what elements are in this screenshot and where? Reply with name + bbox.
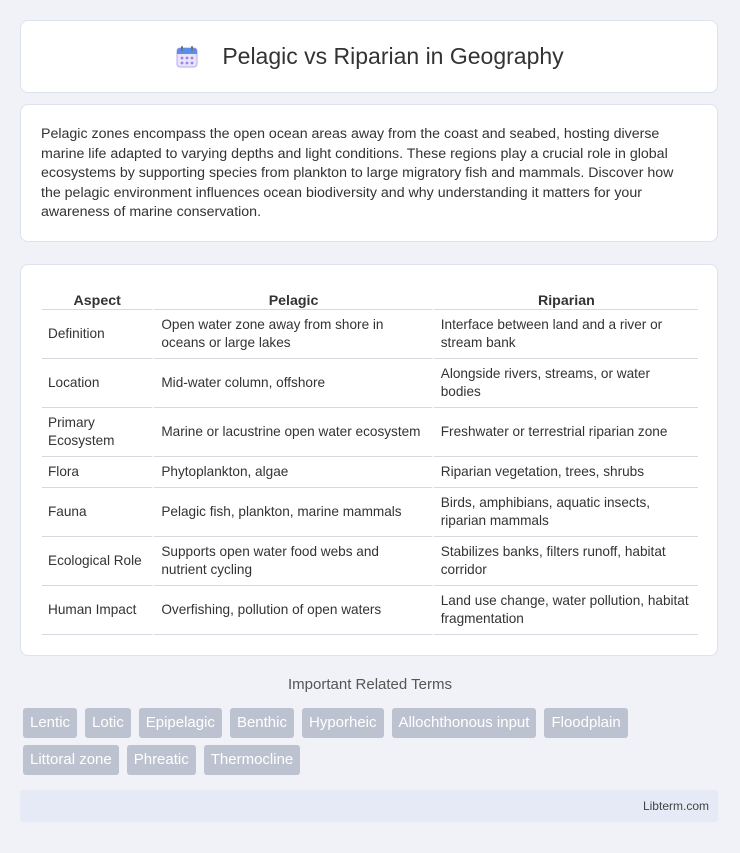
calendar-icon — [174, 44, 200, 70]
tag-lentic[interactable]: Lentic — [23, 708, 77, 738]
tag-lotic[interactable]: Lotic — [85, 708, 131, 738]
header-riparian: Riparian — [432, 285, 698, 310]
table-row — [42, 359, 698, 408]
header-aspect: Aspect — [42, 285, 152, 310]
table-row — [42, 488, 698, 537]
table-row — [42, 457, 698, 488]
related-terms-title: Important Related Terms — [288, 676, 452, 693]
cell-aspect: Location — [42, 359, 152, 408]
cell-pelagic: Open water zone away from shore in oceans or large lakes — [152, 310, 431, 359]
title-card — [20, 20, 718, 93]
table-row — [42, 586, 698, 635]
cell-riparian: Freshwater or terrestrial riparian zone — [432, 408, 698, 457]
cell-riparian: Birds, amphibians, aquatic insects, riparian mammals — [432, 488, 698, 537]
cell-aspect: Human Impact — [42, 586, 152, 635]
tag-phreatic[interactable]: Phreatic — [127, 745, 196, 775]
cell-pelagic: Marine or lacustrine open water ecosystem — [152, 408, 431, 457]
tag-hyporheic[interactable]: Hyporheic — [302, 708, 384, 738]
cell-pelagic: Mid-water column, offshore — [152, 359, 431, 408]
cell-aspect: Fauna — [42, 488, 152, 537]
cell-pelagic: Supports open water food webs and nutrient cycling — [152, 537, 431, 586]
table-row — [42, 310, 698, 359]
cell-pelagic: Phytoplankton, algae — [152, 457, 431, 488]
table-header-row — [42, 285, 698, 310]
tag-floodplain[interactable]: Floodplain — [544, 708, 627, 738]
intro-text: Pelagic zones encompass the open ocean areas away from the coast and seabed, hosting diverse marine life adapted to varying depths and light conditions. These regions play a crucial role in global ecosystems by supporting species from plankton to large migratory fish and mammals. Discover how the pelagic environment influences ocean biodiversity and why understanding it matters for your awareness of marine conservation. — [41, 126, 674, 221]
tag-benthic[interactable]: Benthic — [230, 708, 294, 738]
cell-riparian: Stabilizes banks, filters runoff, habitat corridor — [432, 537, 698, 586]
comparison-table — [42, 285, 698, 635]
related-terms-list — [23, 708, 723, 775]
tag-thermocline[interactable]: Thermocline — [204, 745, 301, 775]
cell-riparian: Interface between land and a river or stream bank — [432, 310, 698, 359]
cell-aspect: Ecological Role — [42, 537, 152, 586]
tag-epipelagic[interactable]: Epipelagic — [139, 708, 222, 738]
footer — [20, 790, 718, 822]
cell-aspect: Definition — [42, 310, 152, 359]
cell-riparian: Land use change, water pollution, habitat fragmentation — [432, 586, 698, 635]
cell-riparian: Riparian vegetation, trees, shrubs — [432, 457, 698, 488]
cell-riparian: Alongside rivers, streams, or water bodies — [432, 359, 698, 408]
table-row — [42, 408, 698, 457]
header-pelagic: Pelagic — [152, 285, 431, 310]
intro-card — [20, 104, 718, 242]
cell-pelagic: Overfishing, pollution of open waters — [152, 586, 431, 635]
table-row — [42, 537, 698, 586]
cell-pelagic: Pelagic fish, plankton, marine mammals — [152, 488, 431, 537]
footer-site-link[interactable]: Libterm.com — [642, 799, 709, 813]
page-title: Pelagic vs Riparian in Geography — [222, 43, 564, 69]
cell-aspect: Flora — [42, 457, 152, 488]
tag-allochthonous-input[interactable]: Allochthonous input — [392, 708, 537, 738]
comparison-table-card — [20, 264, 718, 656]
tag-littoral-zone[interactable]: Littoral zone — [23, 745, 119, 775]
cell-aspect: Primary Ecosystem — [42, 408, 152, 457]
